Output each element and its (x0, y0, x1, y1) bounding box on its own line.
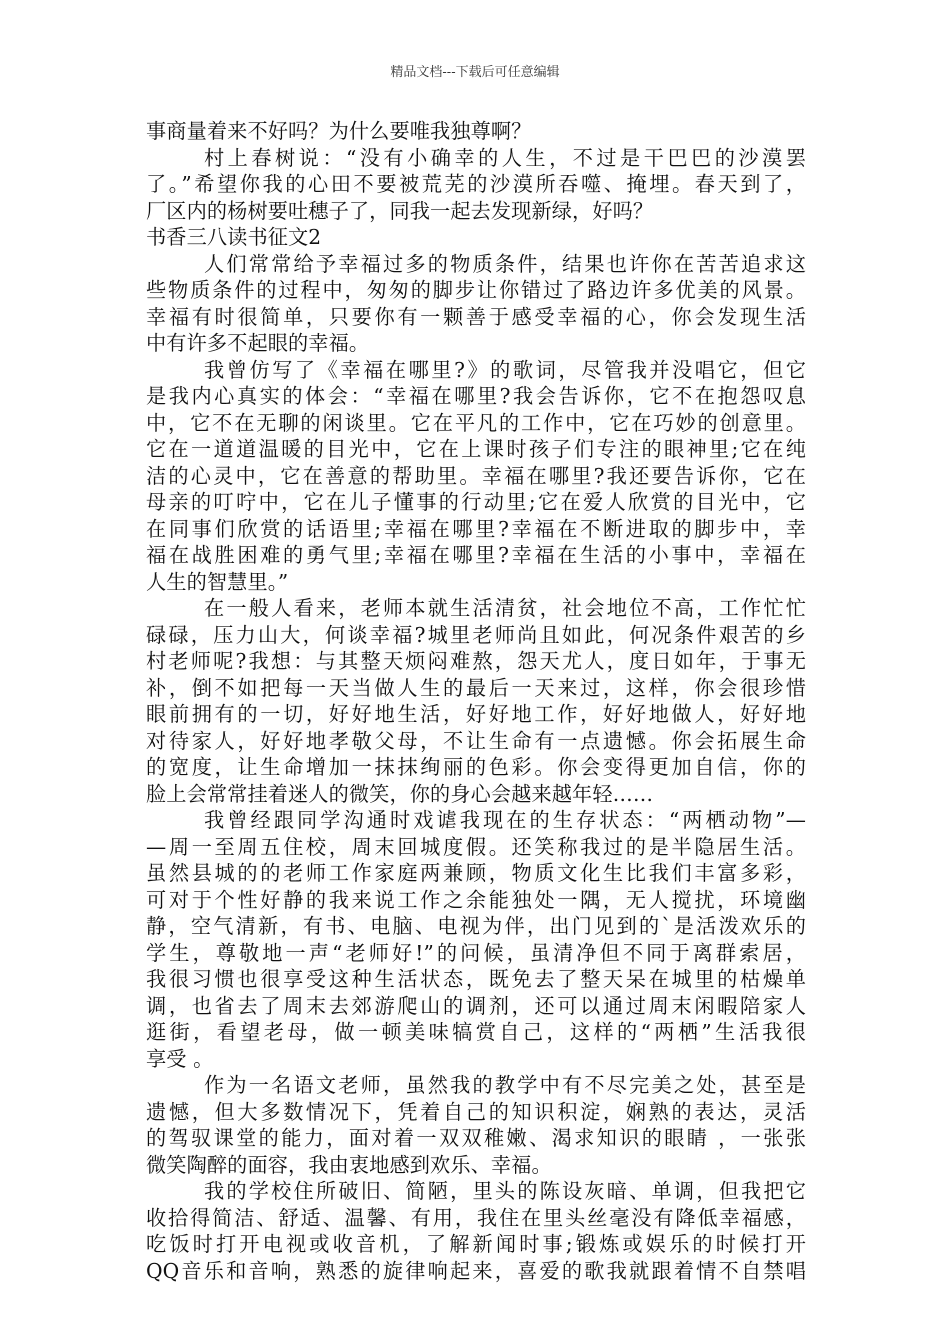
text-line: 我曾经跟同学沟通时戏谑我现在的生存状态：“两栖动物”— (204, 808, 806, 832)
text-line: 事商量着来不好吗？为什么要唯我独尊啊？ (146, 119, 532, 143)
text-line: 厂区内的杨树要吐穗子了，同我一起去发现新绿，好吗？ (146, 198, 654, 223)
text-line: 微笑陶醉的面容，我由衷地感到欢乐、幸福。 (146, 1152, 552, 1177)
text-line: QQ音乐和音响，熟悉的旋律响起来，喜爱的歌我就跟着情不自禁唱 (146, 1258, 806, 1283)
text-line: 的宽度，让生命增加一抹抹绚丽的色彩。你会变得更加自信，你的 (146, 755, 806, 779)
text-line: 调，也省去了周末去郊游爬山的调剂，还可以通过周末闲暇陪家人 (146, 993, 806, 1018)
text-line: 洁的心灵中，它在善意的帮助里。幸福在哪里?我还要告诉你，它在 (146, 463, 806, 488)
text-line: 村老师呢?我想：与其整天烦闷难熬，怨天尤人，度日如年，于事无 (146, 649, 806, 673)
text-line: 人们常常给予幸福过多的物质条件，结果也许你在苦苦追求这 (204, 251, 806, 276)
text-line: 吃饭时打开电视或收音机，了解新闻时事;锻炼或娱乐的时候打开 (146, 1232, 806, 1256)
text-line: 是我内心真实的体会：“幸福在哪里?我会告诉你，它不在抱怨叹息 (146, 384, 806, 408)
text-line: 可对于个性好静的我来说工作之余能独处一隅，无人搅扰，环境幽 (146, 887, 806, 912)
text-line: 逛街，看望老母，做一顿美味犒赏自己，这样的“两栖”生活我很 (146, 1020, 806, 1044)
text-line: 中，它不在无聊的闲谈里。它在平凡的工作中，它在巧妙的创意里。 (146, 410, 806, 435)
page-header: 精品文档---下载后可任意编辑 (390, 65, 560, 80)
text-line: 在一般人看来，老师本就生活清贫，社会地位不高，工作忙忙 (204, 596, 806, 620)
text-line: 我很习惯也很享受这种生活状态，既免去了整天呆在城里的枯燥单 (146, 967, 806, 991)
text-line: 作为一名语文老师，虽然我的教学中有不尽完美之处，甚至是 (204, 1073, 806, 1097)
text-line: 享受 。 (146, 1046, 214, 1071)
text-line: 了。”希望你我的心田不要被荒芜的沙漠所吞噬、掩埋。春天到了， (146, 172, 806, 196)
text-line: 脸上会常常挂着迷人的微笑，你的身心会越来越年轻…… (146, 781, 654, 806)
text-line: 眼前拥有的一切，好好地生活，好好地工作，好好地做人，好好地 (146, 702, 806, 726)
text-line: 的驾驭课堂的能力，面对着一双双稚嫩、渴求知识的眼睛 ，一张张 (146, 1126, 806, 1150)
text-line: 些物质条件的过程中，匆匆的脚步让你错过了路边许多优美的风景。 (146, 278, 806, 302)
text-line: 对待家人，好好地孝敬父母，不让生命有一点遗憾。你会拓展生命 (146, 728, 806, 753)
section-heading: 书香三八读书征文2 (146, 225, 322, 249)
text-line: 福在战胜困难的勇气里;幸福在哪里?幸福在生活的小事中，幸福在 (146, 543, 806, 567)
text-line: 在同事们欣赏的话语里;幸福在哪里?幸福在不断进取的脚步中，幸 (146, 516, 806, 541)
text-line: 中有许多不起眼的幸福。 (146, 331, 370, 355)
text-line: 我曾仿写了《幸福在哪里?》的歌词，尽管我并没唱它，但它 (204, 357, 806, 382)
text-line: 碌碌，压力山大，何谈幸福?城里老师尚且如此，何况条件艰苦的乡 (146, 622, 806, 647)
text-line: 学生，尊敬地一声“老师好!”的问候，虽清净但不同于离群索居， (146, 940, 806, 965)
text-line: 静，空气清新，有书、电脑、电视为伴，出门见到的`是活泼欢乐的 (146, 914, 806, 938)
document-body (146, 118, 806, 1284)
text-line: 母亲的叮咛中，它在儿子懂事的行动里;它在爱人欣赏的目光中，它 (146, 490, 806, 514)
text-line: 它在一道道温暖的目光中，它在上课时孩子们专注的眼神里;它在纯 (146, 437, 806, 461)
text-line: 收拾得简洁、舒适、温馨、有用，我住在里头丝毫没有降低幸福感， (146, 1205, 806, 1230)
text-line: 人生的智慧里。” (146, 569, 289, 594)
text-line: 遗憾，但大多数情况下，凭着自己的知识积淀，娴熟的表达，灵活 (146, 1099, 806, 1124)
text-line: 我的学校住所破旧、简陋，里头的陈设灰暗、单调，但我把它 (204, 1179, 806, 1203)
text-line: 幸福有时很简单，只要你有一颗善于感受幸福的心，你会发现生活 (146, 304, 806, 329)
text-line: 虽然县城的的老师工作家庭两兼顾，物质文化生比我们丰富多彩， (146, 861, 806, 885)
text-line: 村上春树说：“没有小确幸的人生，不过是干巴巴的沙漠罢 (204, 145, 806, 170)
text-line: —周一至周五住校，周末回城度假。还笑称我过的是半隐居生活。 (146, 834, 806, 859)
text-line: 补，倒不如把每一天当做人生的最后一天来过，这样，你会很珍惜 (146, 675, 806, 700)
